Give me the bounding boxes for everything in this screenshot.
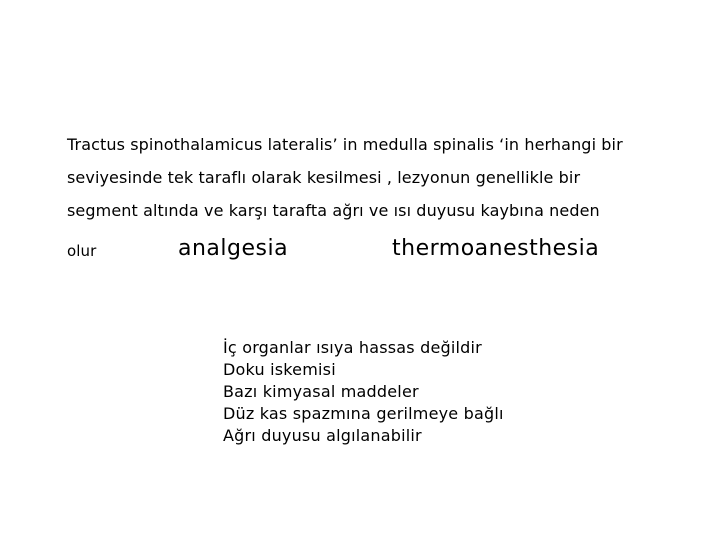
paragraph-line-1: Tractus spinothalamicus lateralis’ in medulla spinalis ‘in herhangi bir	[67, 135, 623, 154]
list-item: Doku iskemisi	[223, 360, 336, 379]
paragraph-line-2: seviyesinde tek taraflı olarak kesilmesi , lezyonun genellikle bir	[67, 168, 581, 187]
list-item: Bazı kimyasal maddeler	[223, 382, 419, 401]
list	[223, 337, 504, 447]
term-thermoanesthesia: thermoanesthesia	[392, 236, 600, 261]
term-analgesia: analgesia	[178, 236, 289, 261]
paragraph-line-4: olur	[67, 242, 97, 260]
list-item: Düz kas spazmına gerilmeye bağlı	[223, 404, 504, 423]
paragraph-line-3: segment altında ve karşı tarafta ağrı ve ısı duyusu kaybına neden	[67, 201, 600, 220]
list-item: İç organlar ısıya hassas değildir	[223, 338, 482, 357]
list-item: Ağrı duyusu algılanabilir	[223, 426, 422, 445]
